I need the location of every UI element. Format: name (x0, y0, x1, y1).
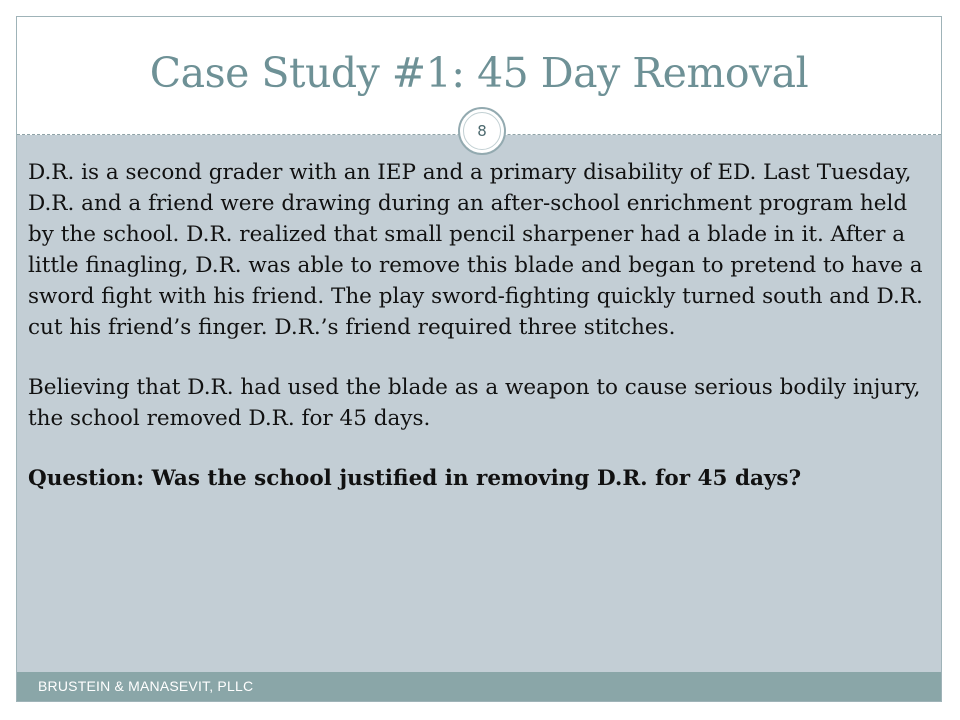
case-question: Question: Was the school justified in removing D.R. for 45 days? (28, 466, 802, 491)
case-paragraph-2: Believing that D.R. had used the blade as a weapon to cause serious bodily injury, the school removed D.R. for 45 days. (28, 375, 921, 431)
footer-text: BRUSTEIN & MANASEVIT, PLLC (38, 678, 254, 694)
footer-bar (17, 672, 941, 701)
slide-number-badge (458, 107, 506, 155)
slide-title: Case Study #1: 45 Day Removal (149, 49, 809, 97)
case-paragraph-1: D.R. is a second grader with an IEP and a primary disability of ED. Last Tuesday, D.R. and a friend were drawing during an after-school enrichment program held by the school. D.R. realized that small pencil sharpener had a blade in it. After a little finagling, D.R. was able to remove this blade and began to pretend to have a sword fight with his friend. The play sword-fighting quickly turned south and D.R. cut his friend’s finger. D.R.’s friend required three stitches. (28, 160, 923, 340)
body-text (28, 157, 928, 494)
slide-number: 8 (477, 122, 487, 140)
content-area (17, 135, 941, 672)
slide (16, 16, 942, 702)
